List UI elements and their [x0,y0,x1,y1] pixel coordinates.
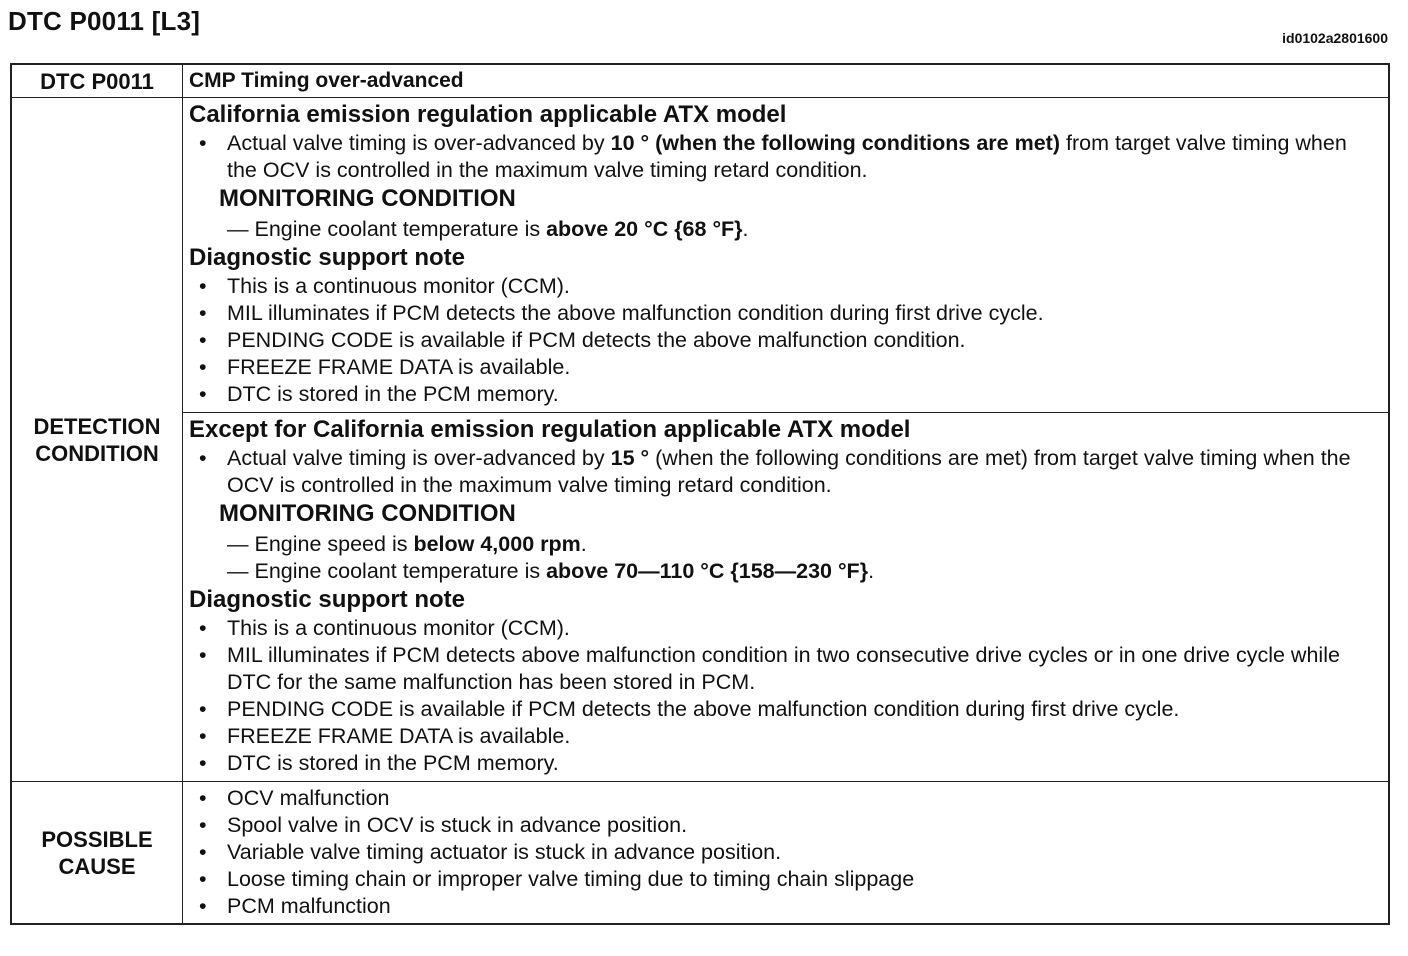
bullet-icon: • [199,301,207,325]
california-support-heading: Diagnostic support note [189,244,465,271]
list-item: • This is a continuous monitor (CCM). [199,274,570,298]
bullet-icon: • [199,751,207,775]
except-monitor-1: — Engine speed is below 4,000 rpm. [227,532,587,556]
list-item: • FREEZE FRAME DATA is available. [199,724,571,748]
list-item: • MIL illuminates if PCM detects above malfunction condition in two consecutive drive cycles or in one drive cycle while DTC for the same malfunction has been stored in PCM. [199,643,1340,694]
possible-cause-content [183,782,1390,925]
list-item: • OCV malfunction [199,786,390,810]
page-title: DTC P0011 [L3] [8,6,201,36]
california-block [183,98,1388,412]
bullet-icon: • [199,355,207,379]
bullet-icon: • [199,840,207,864]
bullet-icon: • [199,131,207,155]
california-monitor-1: — Engine coolant temperature is above 20 °C {68 °F}. [227,217,749,241]
except-monitor-2: — Engine coolant temperature is above 70—110 °C {158—230 °F}. [227,559,875,583]
bullet-icon: • [199,382,207,406]
list-item: • PCM malfunction [199,894,391,918]
possible-cause-list [189,785,1382,920]
bullet-icon: • [199,274,207,298]
list-item: • Variable valve timing actuator is stuck in advance position. [199,840,782,864]
list-item: • PENDING CODE is available if PCM detects the above malfunction condition during first drive cycle. [199,697,1180,721]
detection-label: DETECTION CONDITION [11,98,183,782]
bullet-icon: • [199,616,207,640]
dtc-table [10,63,1390,925]
list-item: • Actual valve timing is over-advanced by 10 ° (when the following conditions are met) from target valve timing when the OCV is controlled in the maximum valve timing retard condition. [199,131,1347,182]
california-monitoring-heading: MONITORING CONDITION [219,185,516,212]
bullet-icon: • [199,328,207,352]
list-item: • DTC is stored in the PCM memory. [199,751,559,775]
detection-content [183,98,1390,782]
list-item: • PENDING CODE is available if PCM detects the above malfunction condition. [199,328,966,352]
except-support-list [189,615,1382,777]
except-monitoring-heading: MONITORING CONDITION [219,500,516,527]
detection-row [11,98,1389,782]
list-item: • Spool valve in OCV is stuck in advance position. [199,813,688,837]
list-item: • MIL illuminates if PCM detects the above malfunction condition during first drive cycle. [199,301,1044,325]
bullet-icon: • [199,813,207,837]
possible-cause-row [11,782,1389,925]
except-block [183,412,1388,781]
california-heading: California emission regulation applicable ATX model [189,101,787,128]
list-item: • This is a continuous monitor (CCM). [199,616,570,640]
bullet-icon: • [199,894,207,918]
list-item: • DTC is stored in the PCM memory. [199,382,559,406]
header-row [11,64,1389,98]
except-condition-list [189,445,1382,499]
bullet-icon: • [199,643,207,667]
bullet-icon: • [199,697,207,721]
dtc-description-cell: CMP Timing over-advanced [183,64,1390,98]
california-support-list [189,273,1382,408]
bullet-icon: • [199,446,207,470]
list-item: • Actual valve timing is over-advanced by 15 ° (when the following conditions are met) from target valve timing when the OCV is controlled in the maximum valve timing retard condition. [199,446,1351,497]
bullet-icon: • [199,867,207,891]
list-item: • FREEZE FRAME DATA is available. [199,355,571,379]
bullet-icon: • [199,724,207,748]
california-condition-list [189,130,1382,184]
bullet-icon: • [199,786,207,810]
except-heading: Except for California emission regulation applicable ATX model [189,416,911,443]
possible-cause-label: POSSIBLE CAUSE [11,782,183,925]
dtc-code-cell: DTC P0011 [11,64,183,98]
image-id: id0102a2801600 [1282,30,1388,46]
list-item: • Loose timing chain or improper valve timing due to timing chain slippage [199,867,915,891]
except-support-heading: Diagnostic support note [189,586,465,613]
